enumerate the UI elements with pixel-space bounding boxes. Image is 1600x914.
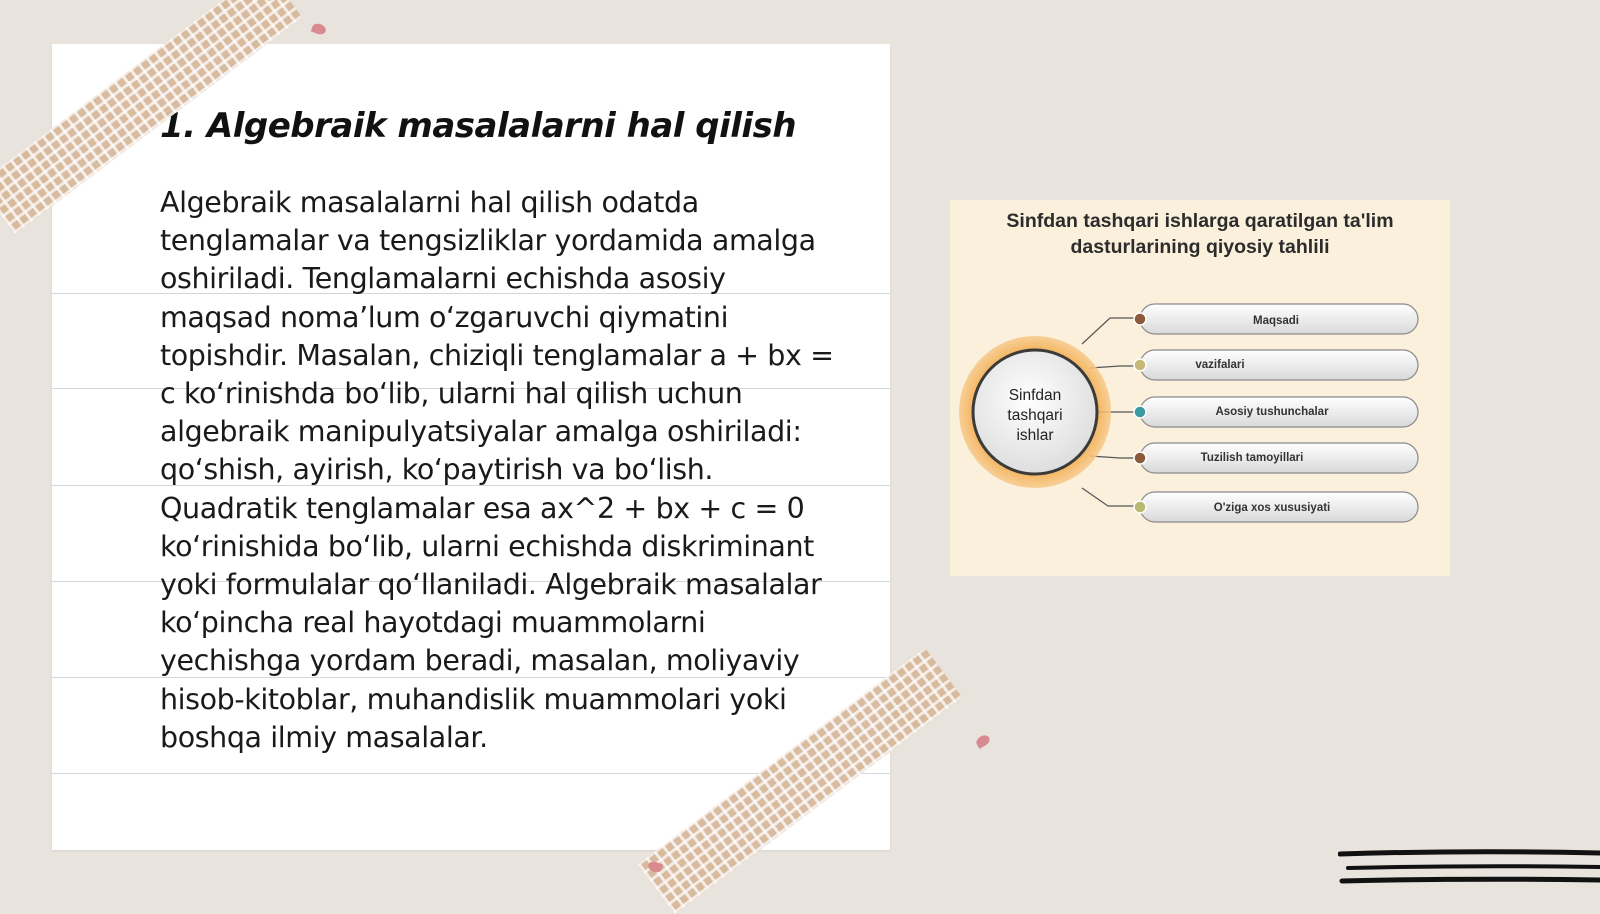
pill-item [1134,397,1418,427]
diagram-title: Sinfdan tashqari ishlarga qaratilgan ta'lim dasturlarining qiyosiy tahlili [1006,210,1394,258]
pill-label: Asosiy tushunchalar [1215,406,1329,418]
pill-item [1134,443,1418,473]
pill-item [1134,492,1418,522]
diagram [950,200,1450,576]
slide-title: 1. Algebraik masalalarni hal qilish [160,106,797,146]
pill-item [1134,304,1418,334]
pill-item [1134,350,1418,380]
center-label-line-2: tashqari [1007,407,1063,424]
center-label-line-1: Sinfdan [1008,387,1062,404]
pill-label: O'ziga xos xususiyati [1213,502,1331,514]
pin-icon [974,733,991,749]
center-label-line-3: ishlar [1016,427,1054,444]
decorative-lines [1338,848,1600,888]
pill-label: Maqsadi [1252,315,1300,327]
notebook-paper [52,44,890,850]
slide-body-text: Algebraik masalalarni hal qilish odatda tenglamalar va tengsizliklar yordamida amalga oshiriladi. Tenglamalarni echishda asosiy maqsad noma’lum o‘zgaruvchi qiymatini topishdir. Masalan, chiziqli tenglamalar a + bx = c ko‘rinishda bo‘lib, ularni hal qilish uchun algebraik manipulyatsiyalar amalga oshiriladi: qo‘shish, ayirish, ko‘paytirish va bo‘lish. Quadratik tenglamalar esa ax^2 + bx + c = 0 ko‘rinishida bo‘lib, ularni echishda diskriminant yoki formulalar qo‘llaniladi. Algebraik masalalar ko‘pincha real hayotdagi muammolarni yechishga yordam beradi, masalan, moliyaviy hisob-kitoblar, muhandislik muammolari yoki boshqa ilmiy masalalar. [160,186,834,754]
pill-label: Tuzilish tamoyillari [1200,452,1304,464]
pill-label: vazifalari [1195,359,1245,371]
diagram-card [950,200,1450,576]
pin-icon [311,22,328,36]
